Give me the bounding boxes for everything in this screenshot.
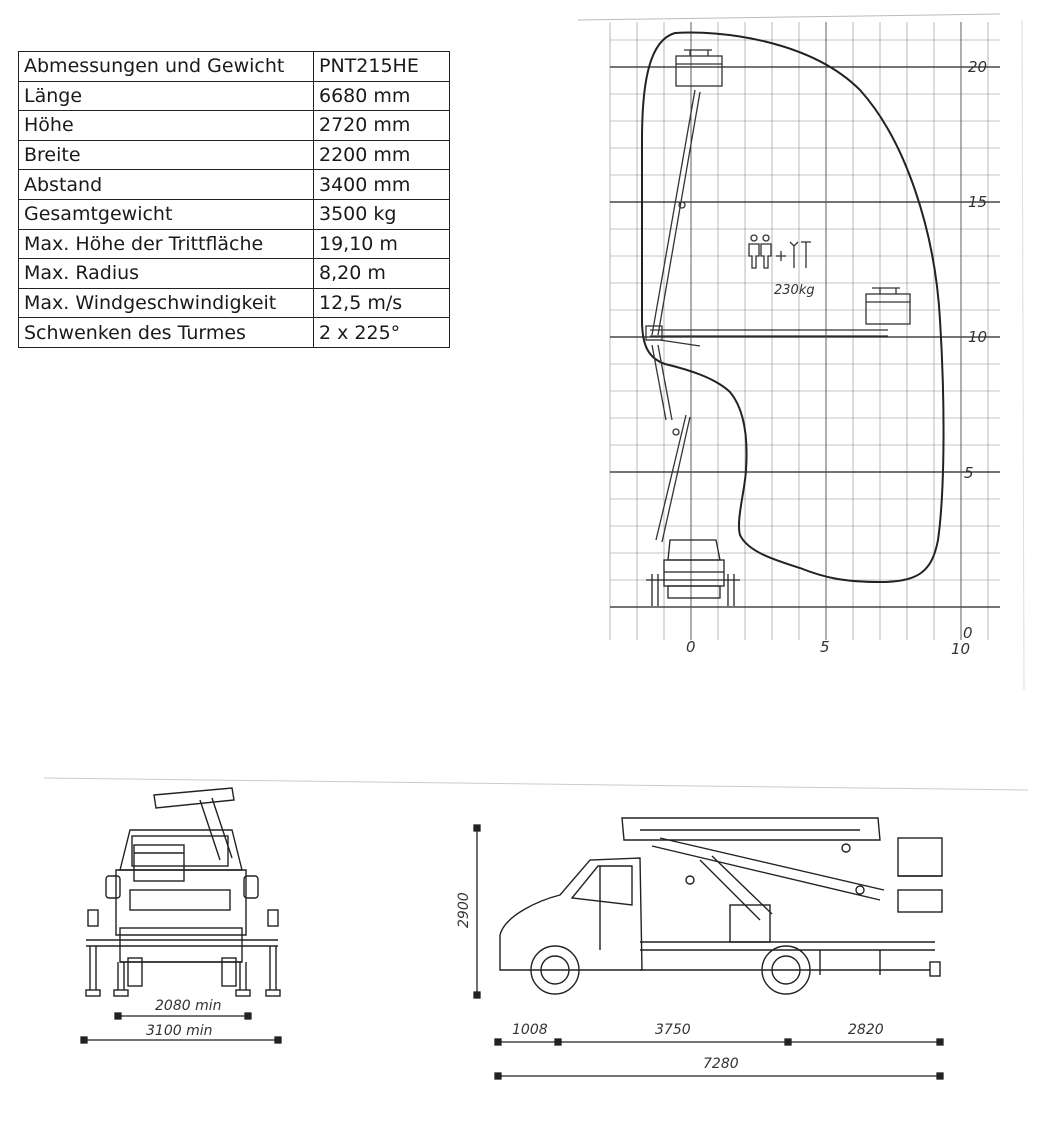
y-tick-label: 10 (968, 328, 988, 346)
spec-row (19, 140, 450, 170)
capacity-label: 230kg (774, 283, 815, 298)
spec-label: Höhe (19, 111, 314, 141)
spec-label: Abmessungen und Gewicht (19, 52, 314, 82)
spec-label: Abstand (19, 170, 314, 200)
spec-label: Max. Höhe der Trittfläche (19, 229, 314, 259)
boom-horizontal (646, 326, 888, 346)
spec-label: Länge (19, 81, 314, 111)
rear-overhang-label: 2820 (848, 1022, 884, 1038)
spec-row (19, 229, 450, 259)
x-tick-label: 5 (820, 638, 830, 656)
truck-rear-mini (646, 540, 740, 606)
working-range-diagram (570, 10, 1035, 690)
height-dimension (474, 825, 480, 998)
y-tick-label: 15 (968, 193, 988, 211)
spec-row (19, 170, 450, 200)
height-label: 2900 (456, 892, 472, 928)
spec-value: 3400 mm (314, 170, 450, 200)
spec-value: 12,5 m/s (314, 288, 450, 318)
spec-row (19, 318, 450, 348)
spec-value: 2200 mm (314, 140, 450, 170)
y-tick-label: 5 (964, 464, 974, 482)
spec-value: PNT215HE (314, 52, 450, 82)
spec-row (19, 199, 450, 229)
working-envelope (642, 33, 944, 582)
spec-value: 3500 kg (314, 199, 450, 229)
x-tick-label: 10 (951, 640, 971, 658)
spec-value: 2 x 225° (314, 318, 450, 348)
spec-row (19, 259, 450, 289)
spec-value: 19,10 m (314, 229, 450, 259)
wheelbase-label: 3750 (655, 1022, 691, 1038)
spec-row (19, 81, 450, 111)
persons-tools-icon (749, 235, 811, 268)
side-view-drawing (440, 800, 1035, 1090)
spec-row (19, 111, 450, 141)
y-tick-label: 0 (963, 624, 973, 642)
y-tick-label: 20 (968, 58, 988, 76)
front-overhang-label: 1008 (512, 1022, 548, 1038)
spec-table (18, 51, 450, 348)
spec-value: 6680 mm (314, 81, 450, 111)
spec-value: 2720 mm (314, 111, 450, 141)
total-length-label: 7280 (703, 1056, 739, 1072)
spec-label: Gesamtgewicht (19, 199, 314, 229)
spec-row (19, 288, 450, 318)
spec-value: 8,20 m (314, 259, 450, 289)
boom-vertical (652, 90, 700, 542)
spec-label: Schwenken des Turmes (19, 318, 314, 348)
basket-top (676, 50, 722, 86)
spec-label: Breite (19, 140, 314, 170)
x-tick-label: 0 (686, 638, 696, 656)
spec-label: Max. Radius (19, 259, 314, 289)
spec-table-header-row (19, 52, 450, 82)
spec-label: Max. Windgeschwindigkeit (19, 288, 314, 318)
dim-outer-label: 3100 min (146, 1023, 213, 1039)
front-view-drawing (40, 770, 420, 1060)
basket-side (866, 288, 910, 324)
dim-inner-label: 2080 min (155, 998, 222, 1014)
